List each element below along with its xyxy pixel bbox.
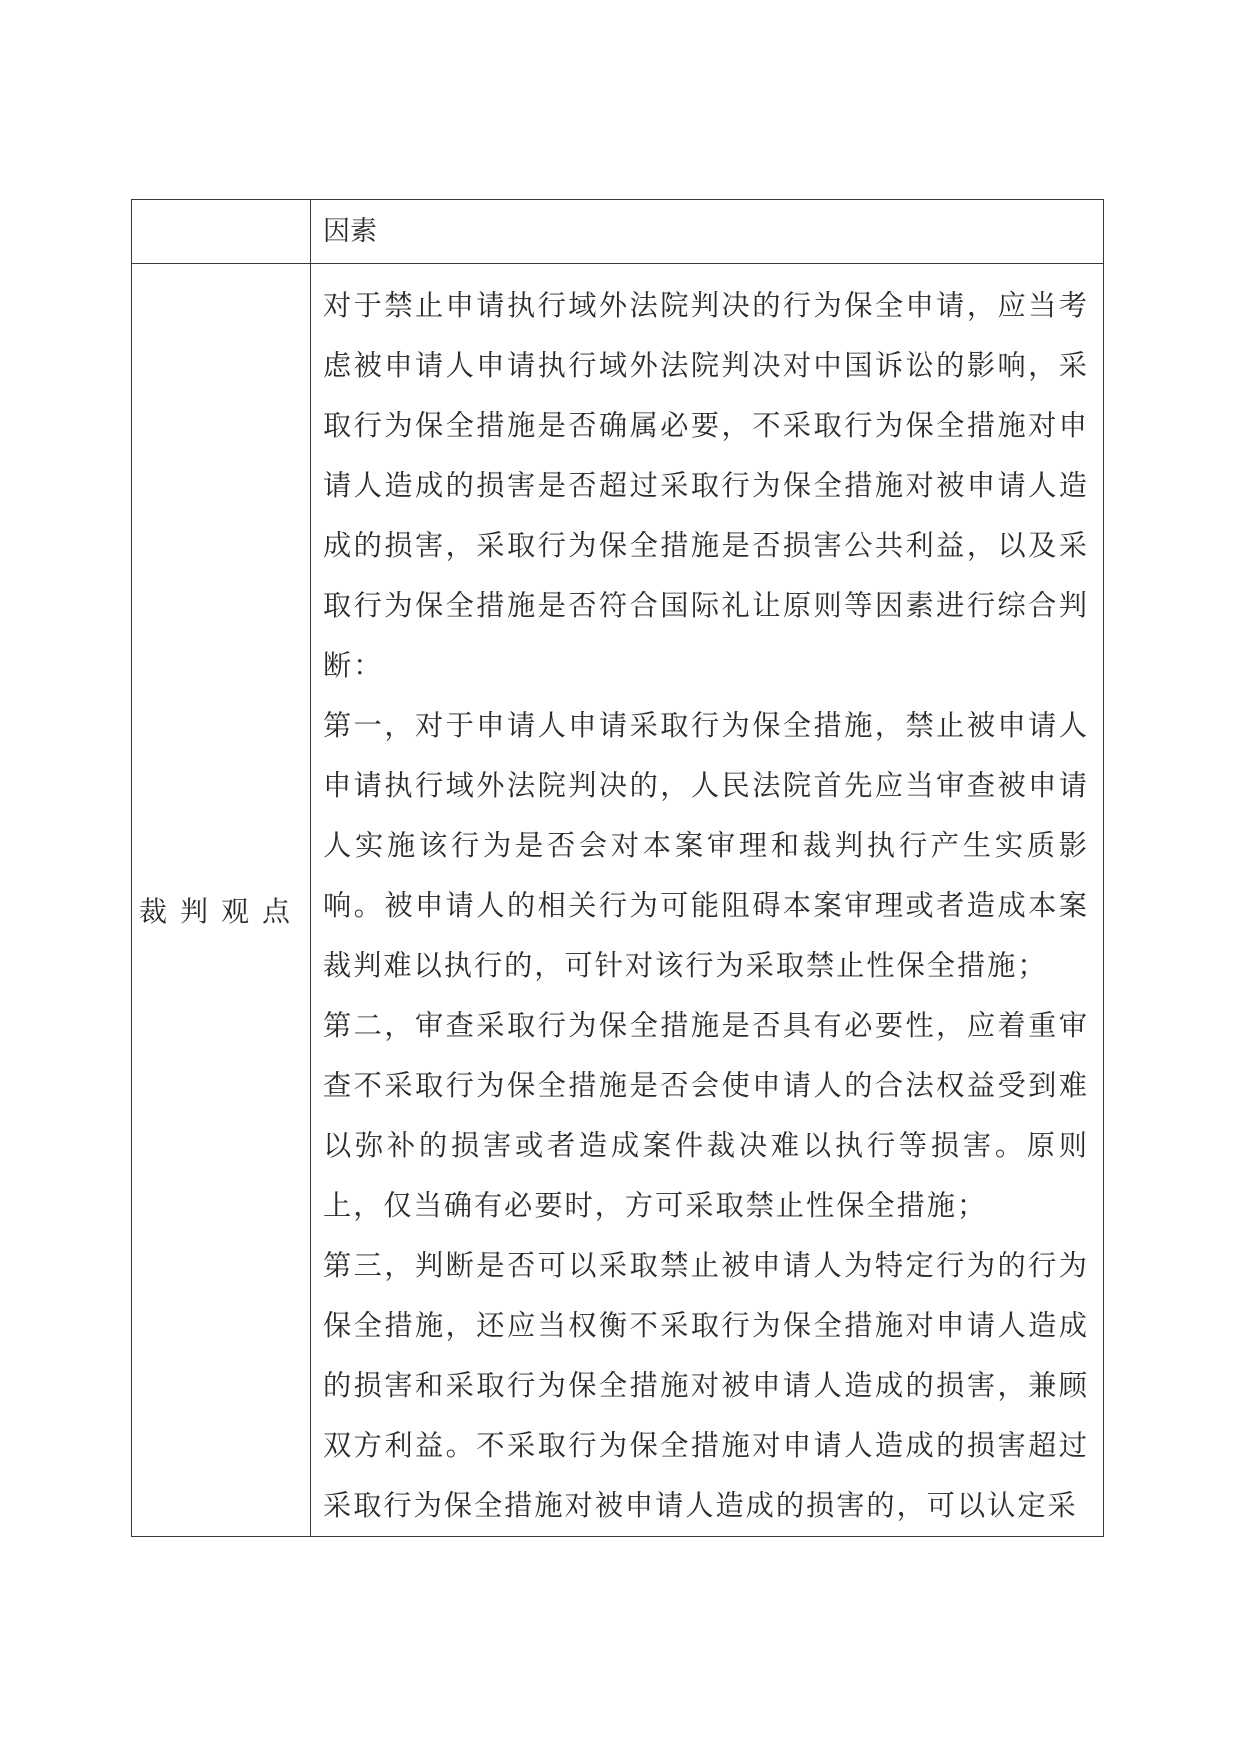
- row-label-cell: 裁判观点: [132, 264, 311, 1537]
- table-row: [132, 200, 1104, 264]
- paragraph-second: 第二，审查采取行为保全措施是否具有必要性，应着重审查不采取行为保全措施是否会使申请人的合法权益受到难以弥补的损害或者造成案件裁决难以执行等损害。原则上，仅当确有必要时，方可采取禁止性保全措施；: [323, 1009, 1089, 1222]
- table-row: [132, 264, 1104, 1537]
- document-table: [131, 199, 1104, 1537]
- row-label-cell: [132, 200, 311, 264]
- paragraph-third: 第三，判断是否可以采取禁止被申请人为特定行为的行为保全措施，还应当权衡不采取行为保全措施对申请人造成的损害和采取行为保全措施对被申请人造成的损害，兼顾双方利益。不采取行为保全措施对申请人造成的损害超过采取行为保全措施对被申请人造成的损害的，可以认定采: [323, 1249, 1089, 1522]
- row-content-cell: 因素: [311, 200, 1104, 264]
- paragraph-first: 第一，对于申请人申请采取行为保全措施，禁止被申请人申请执行域外法院判决的，人民法院首先应当审查被申请人实施该行为是否会对本案审理和裁判执行产生实质影响。被申请人的相关行为可能阻碍本案审理或者造成本案裁判难以执行的，可针对该行为采取禁止性保全措施；: [323, 709, 1089, 982]
- row-content-cell: [311, 264, 1104, 1537]
- paragraph-intro: 对于禁止申请执行域外法院判决的行为保全申请，应当考虑被申请人申请执行域外法院判决对中国诉讼的影响，采取行为保全措施是否确属必要，不采取行为保全措施对申请人造成的损害是否超过采取行为保全措施对被申请人造成的损害，采取行为保全措施是否损害公共利益，以及采取行为保全措施是否符合国际礼让原则等因素进行综合判断：: [323, 289, 1089, 682]
